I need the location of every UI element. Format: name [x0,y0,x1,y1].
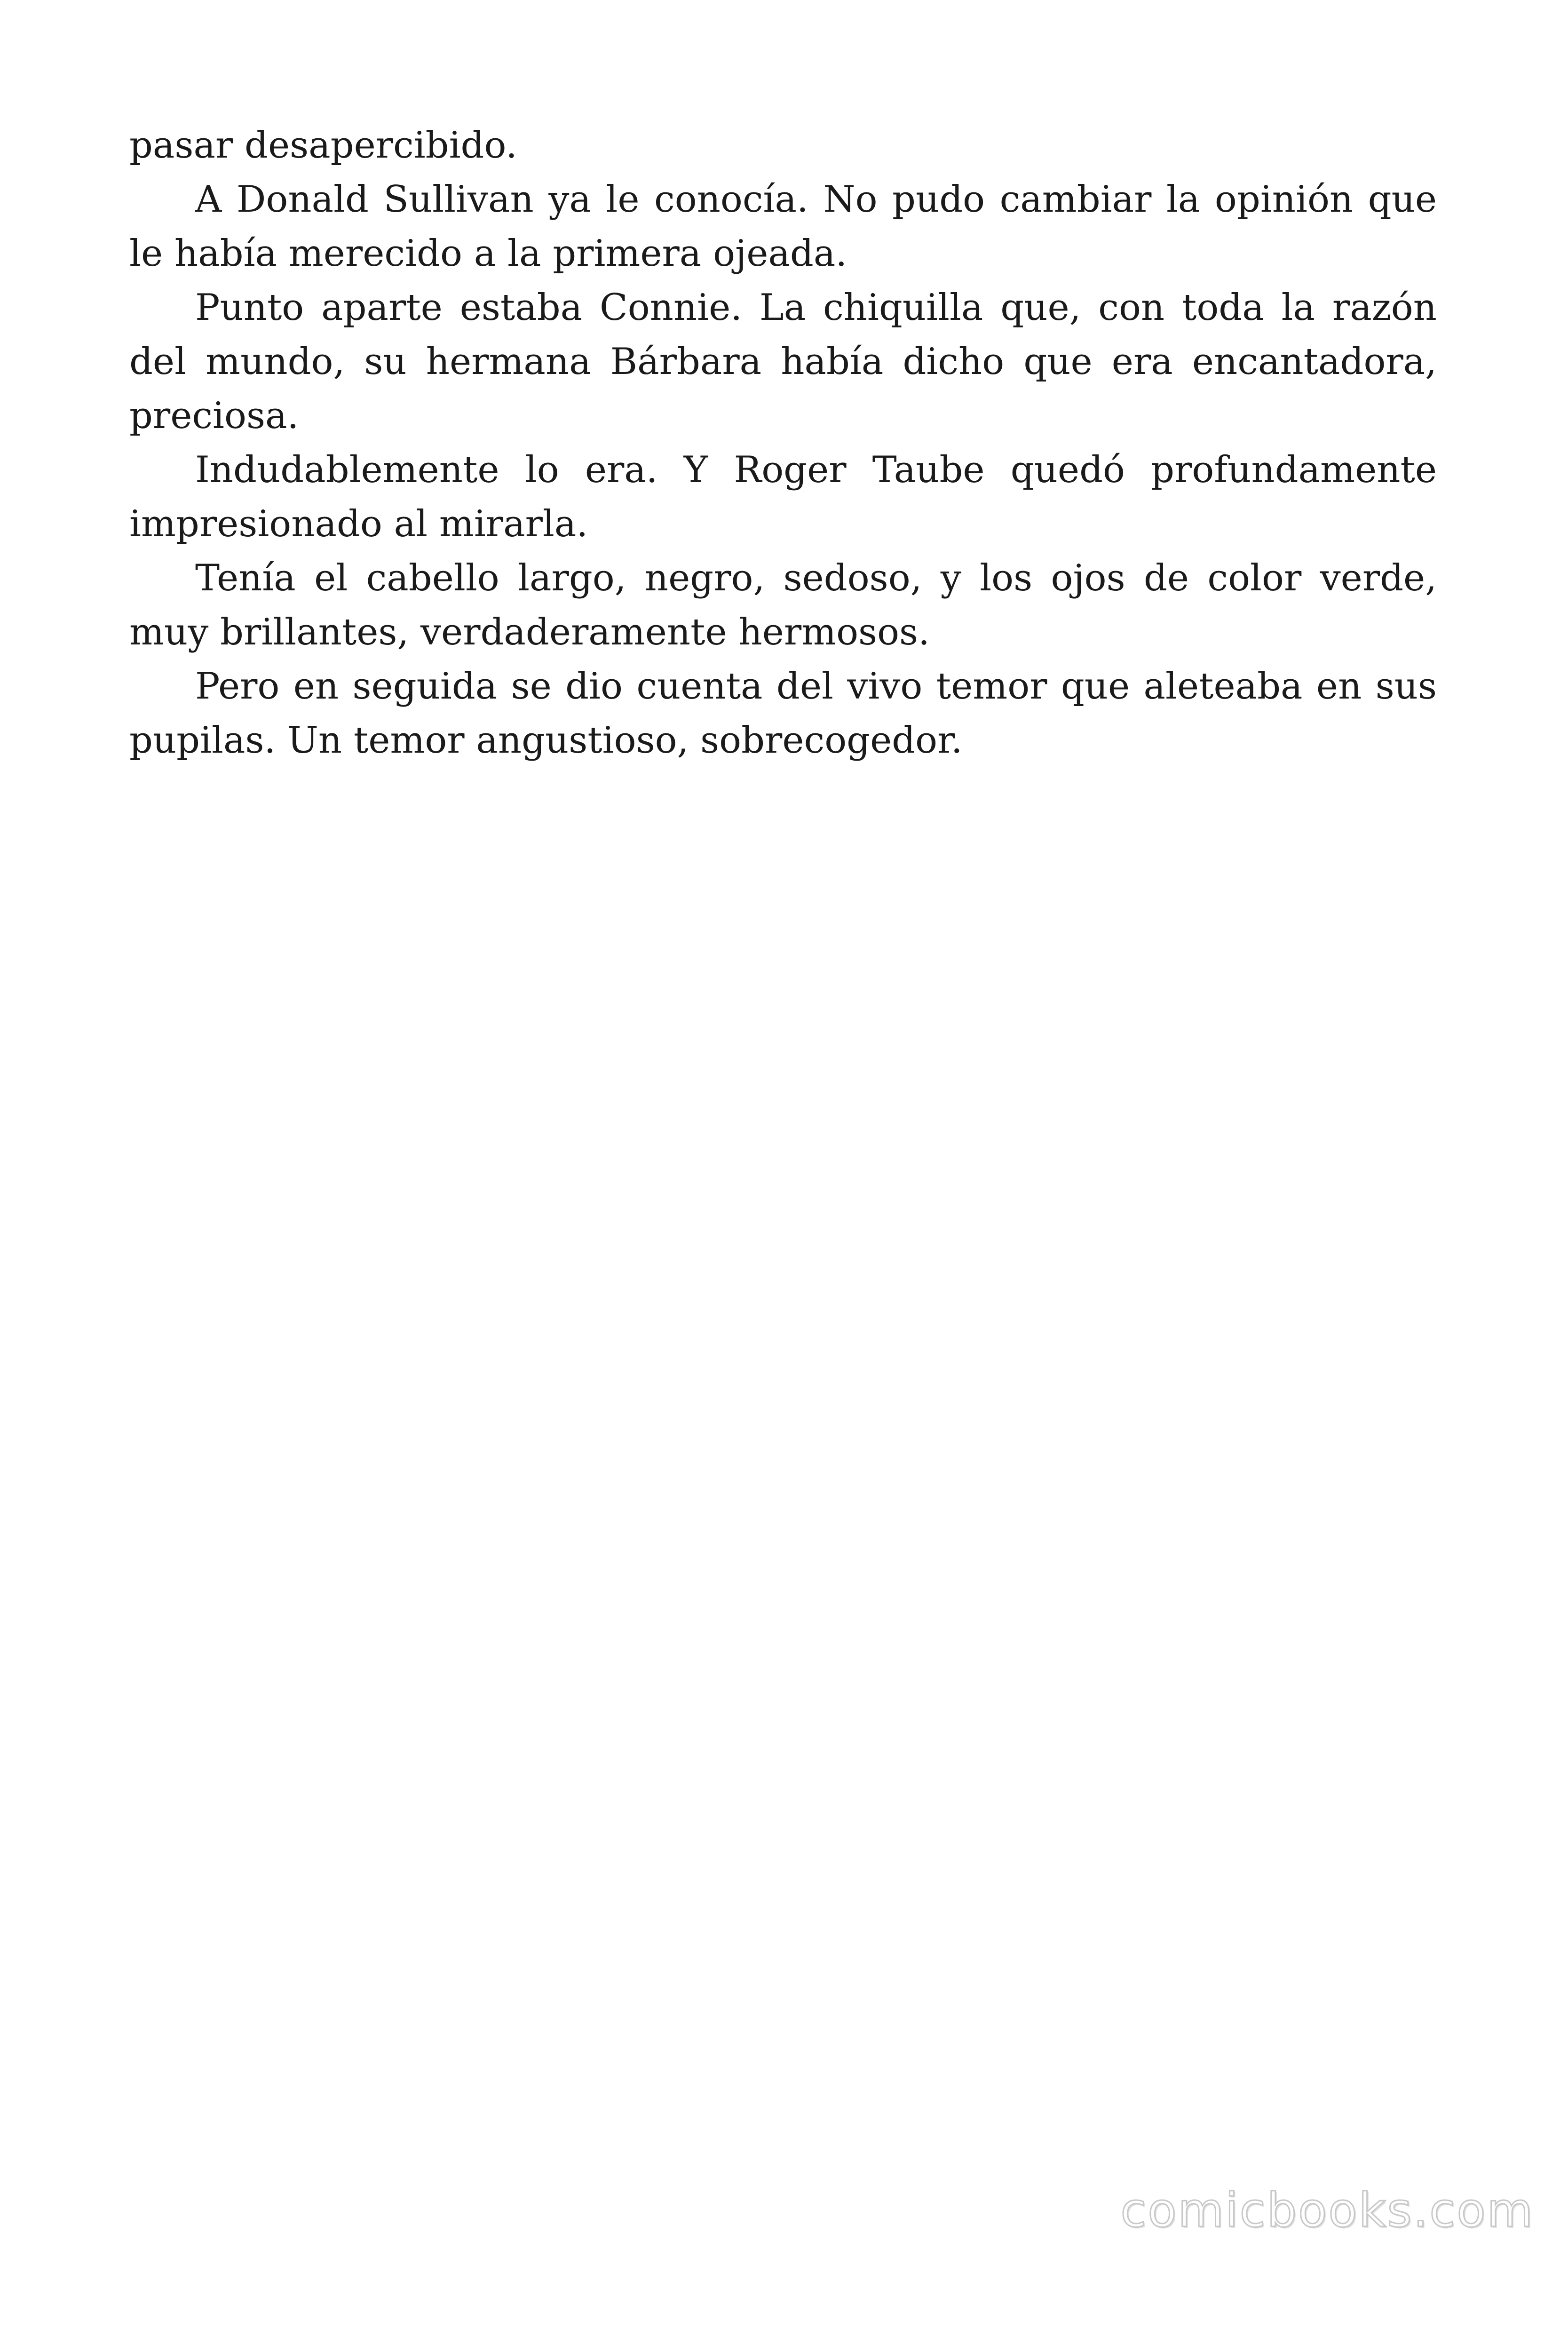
paragraph-4: Indudablemente lo era. Y Roger Taube quedó profundamente impresionado al mirarla. [129,449,1437,545]
paragraph-6: Pero en seguida se dio cuenta del vivo temor que aleteaba en sus pupilas. Un temor angustioso, sobrecogedor. [129,665,1437,762]
watermark: comicbooks.com [1120,2183,1534,2238]
paragraph-3: Punto aparte estaba Connie. La chiquilla que, con toda la razón del mundo, su hermana Bárbara había dicho que era encantadora, preciosa. [129,286,1437,437]
body-text [129,119,1437,768]
paragraph-1: pasar desapercibido. [129,124,517,167]
paragraph-5: Tenía el cabello largo, negro, sedoso, y los ojos de color verde, muy brillantes, verdaderamente hermosos. [129,557,1437,653]
paragraph-2: A Donald Sullivan ya le conocía. No pudo cambiar la opinión que le había merecido a la primera ojeada. [129,178,1437,275]
